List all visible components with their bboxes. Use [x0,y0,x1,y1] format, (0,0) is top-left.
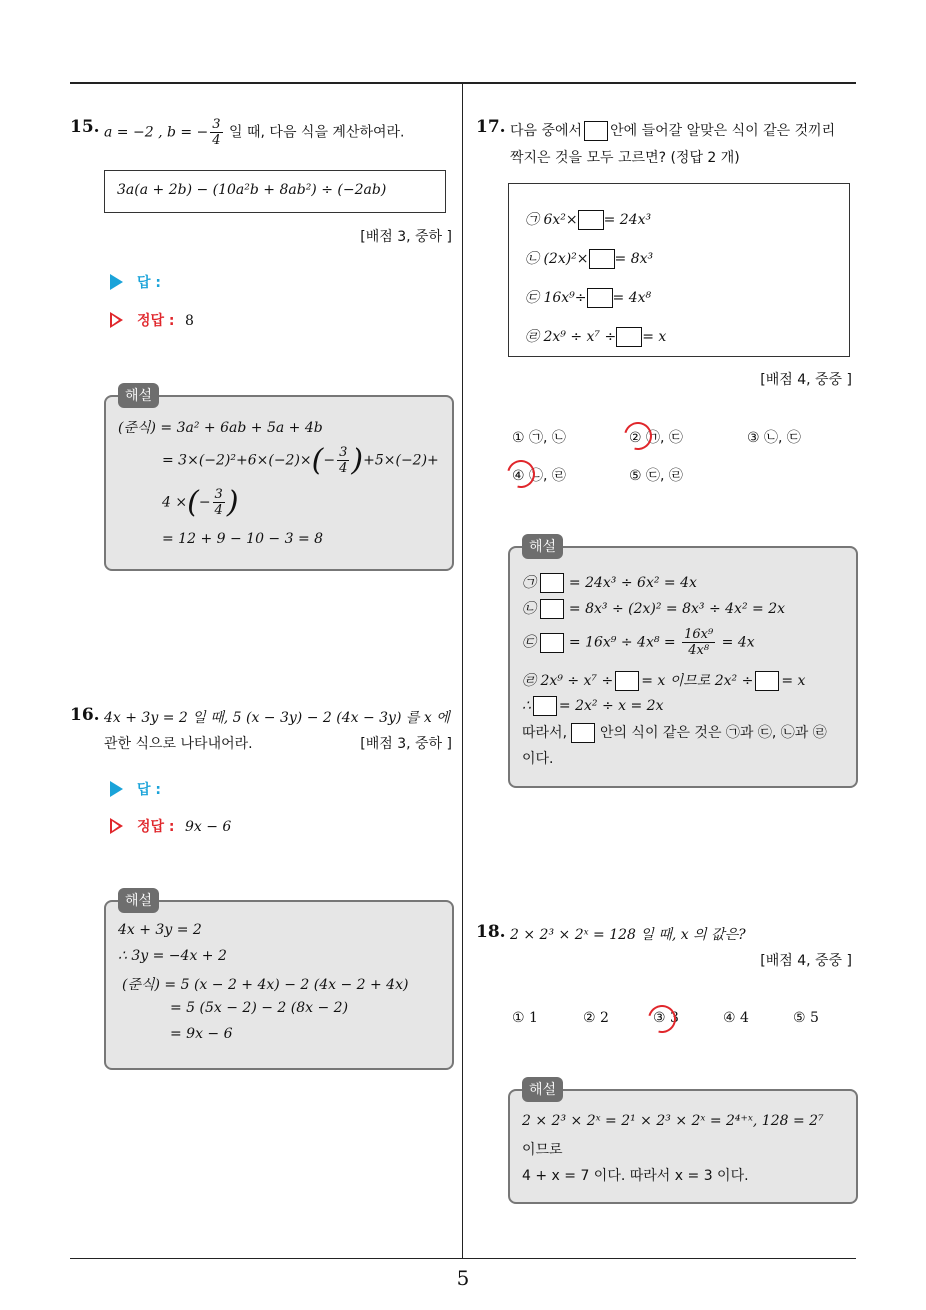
blank-box [540,633,564,653]
q18-choice-5[interactable]: ⑤ 5 [793,1010,819,1026]
correct-triangle-icon [110,312,123,328]
q18-stem: 2 × 2³ × 2ˣ = 128 일 때, x 의 값은? [510,927,746,943]
q15-stem-fraction: $\frac{3}{4}$ [212,117,221,148]
q18-choice-2[interactable]: ② 2 [583,1010,609,1026]
q15-stem-tail: 일 때, 다음 식을 계산하여라. [224,124,405,141]
q15-correct-value: 8 [184,313,194,329]
q16-explanation-tag: 해설 [118,888,159,913]
q15-number: 15. [70,117,100,137]
q17-choice-2[interactable]: ② ㉠, ㉢ [629,430,683,446]
q17-number: 17. [476,117,506,137]
page-number: 5 [456,1266,470,1290]
q18-explanation-box [508,1089,858,1204]
q17-explain-line-1: ㉠ = 24x³ ÷ 6x² = 4x [522,575,697,591]
q17-item-a: ㉠ 6x²× = 24x³ [525,212,652,228]
q17-choice-4[interactable]: ④ ㉡, ㉣ [512,468,566,484]
correct-triangle-icon [110,818,123,834]
q15-explanation-box [104,395,454,571]
blank-box [755,671,779,691]
blank-box [587,288,613,308]
q17-explanation-tag: 해설 [522,534,563,559]
answer-triangle-icon [110,274,123,290]
q18-choice-1[interactable]: ① 1 [512,1010,538,1026]
q18-explain-line-2: 이므로 [522,1142,563,1158]
q16-correct-row [110,816,231,836]
q16-answer-row [110,779,161,799]
q16-number: 16. [70,705,100,725]
q17-explain-line-5: ∴ = 2x² ÷ x = 2x [522,698,664,714]
q18-score: [배점 4, 중중 ] [760,953,852,969]
q16-correct-value: 9x − 6 [184,819,232,835]
q15-answer-label: 답 : [137,275,161,291]
q16-score: [배점 3, 중하 ] [360,736,452,752]
q17-item-c: ㉢ 16x⁹÷ = 4x⁸ [525,290,652,306]
q15-stem-a: a = −2 , b = − [104,124,209,141]
q17-choice-3[interactable]: ③ ㉡, ㉢ [747,430,801,446]
q15-correct-label: 정답 : [137,313,175,329]
q15-expression-box [104,170,446,213]
top-rule [70,82,856,84]
q17-explain-line-7: 이다. [522,751,554,767]
q15-explanation-tag: 해설 [118,383,159,408]
q17-stem-line-2: 짝지은 것을 모두 고르면? (정답 2 개) [510,150,740,166]
q17-item-b: ㉡ (2x)²× = 8x³ [525,251,654,267]
blank-box [571,723,595,743]
q18-explanation-tag: 해설 [522,1077,563,1102]
q17-choice-1[interactable]: ① ㉠, ㉡ [512,430,566,446]
q17-stem-line-1: 다음 중에서 안에 들어갈 알맞은 식이 같은 것끼리 [510,123,836,139]
q15-explain-line-1: (준식) = 3a² + 6ab + 5a + 4b [118,420,323,436]
blank-box [533,696,557,716]
column-divider [462,83,463,1259]
q18-choice-3[interactable]: ③ 3 [653,1010,679,1026]
q15-explain-line-3: 4 ×(− $\frac{3}{4}$ ) [162,485,239,520]
q15-expression: 3a(a + 2b) − (10a²b + 8ab²) ÷ (−2ab) [117,182,387,198]
answer-triangle-icon [110,781,123,797]
q17-explain-line-2: ㉡ = 8x³ ÷ (2x)² = 8x³ ÷ 4x² = 2x [522,601,785,617]
q15-correct-row [110,310,194,330]
q17-explanation-box [508,546,858,788]
q16-explain-line-5: = 9x − 6 [170,1026,233,1042]
q17-explain-line-6: 따라서, 안의 식이 같은 것은 ㉠과 ㉢, ㉡과 ㉣ [522,725,827,741]
q18-explain-line-3: 4 + x = 7 이다. 따라서 x = 3 이다. [522,1168,749,1184]
bottom-rule [70,1258,856,1259]
q18-choice-4[interactable]: ④ 4 [723,1010,749,1026]
q15-explain-line-4: = 12 + 9 − 10 − 3 = 8 [162,531,324,547]
q16-explanation-box [104,900,454,1070]
answer-mark-circle-icon [619,417,657,455]
q17-choice-5[interactable]: ⑤ ㉢, ㉣ [629,468,683,484]
answer-mark-circle-icon [502,455,540,493]
q17-explain-line-3: ㉢ = 16x⁹ ÷ 4x⁸ = $\frac{\text{16x⁹}}{\text{4x⁸}}$ = 4x [522,627,755,658]
q16-stem-line-2: 관한 식으로 나타내어라. [104,736,253,752]
blank-box [616,327,642,347]
q15-stem [104,118,405,147]
q17-score: [배점 4, 중중 ] [760,372,852,388]
q15-explain-line-2: = 3×(−2)²+6×(−2)×(− $\frac{3}{4}$ )+5×(−2)+ [162,443,439,478]
q17-item-d: ㉣ 2x⁹ ÷ x⁷ ÷ = x [525,329,667,345]
q16-answer-label: 답 : [137,782,161,798]
blank-box [615,671,639,691]
answer-mark-circle-icon [643,1000,681,1038]
q16-stem-line-1: 4x + 3y = 2 일 때, 5 (x − 3y) − 2 (4x − 3y) 를 x 에 [104,710,450,726]
q16-explain-line-3: (준식) = 5 (x − 2 + 4x) − 2 (4x − 2 + 4x) [122,977,409,993]
q15-score: [배점 3, 중하 ] [360,229,452,245]
q18-explain-line-1: 2 × 2³ × 2ˣ = 2¹ × 2³ × 2ˣ = 2⁴⁺ˣ, 128 = 2⁷ [522,1113,824,1129]
q16-explain-line-1: 4x + 3y = 2 [118,922,202,938]
q15-answer-row [110,272,161,292]
blank-box [584,121,608,141]
blank-box [540,573,564,593]
q17-items-box [508,183,850,357]
blank-box [578,210,604,230]
q16-explain-line-4: = 5 (5x − 2) − 2 (8x − 2) [170,1000,349,1016]
q18-number: 18. [476,922,506,942]
blank-box [540,599,564,619]
blank-box [589,249,615,269]
q17-explain-line-4: ㉣ 2x⁹ ÷ x⁷ ÷ = x 이므로 2x² ÷ = x [522,673,806,689]
q16-correct-label: 정답 : [137,819,175,835]
q16-explain-line-2: ∴ 3y = −4x + 2 [118,948,227,964]
